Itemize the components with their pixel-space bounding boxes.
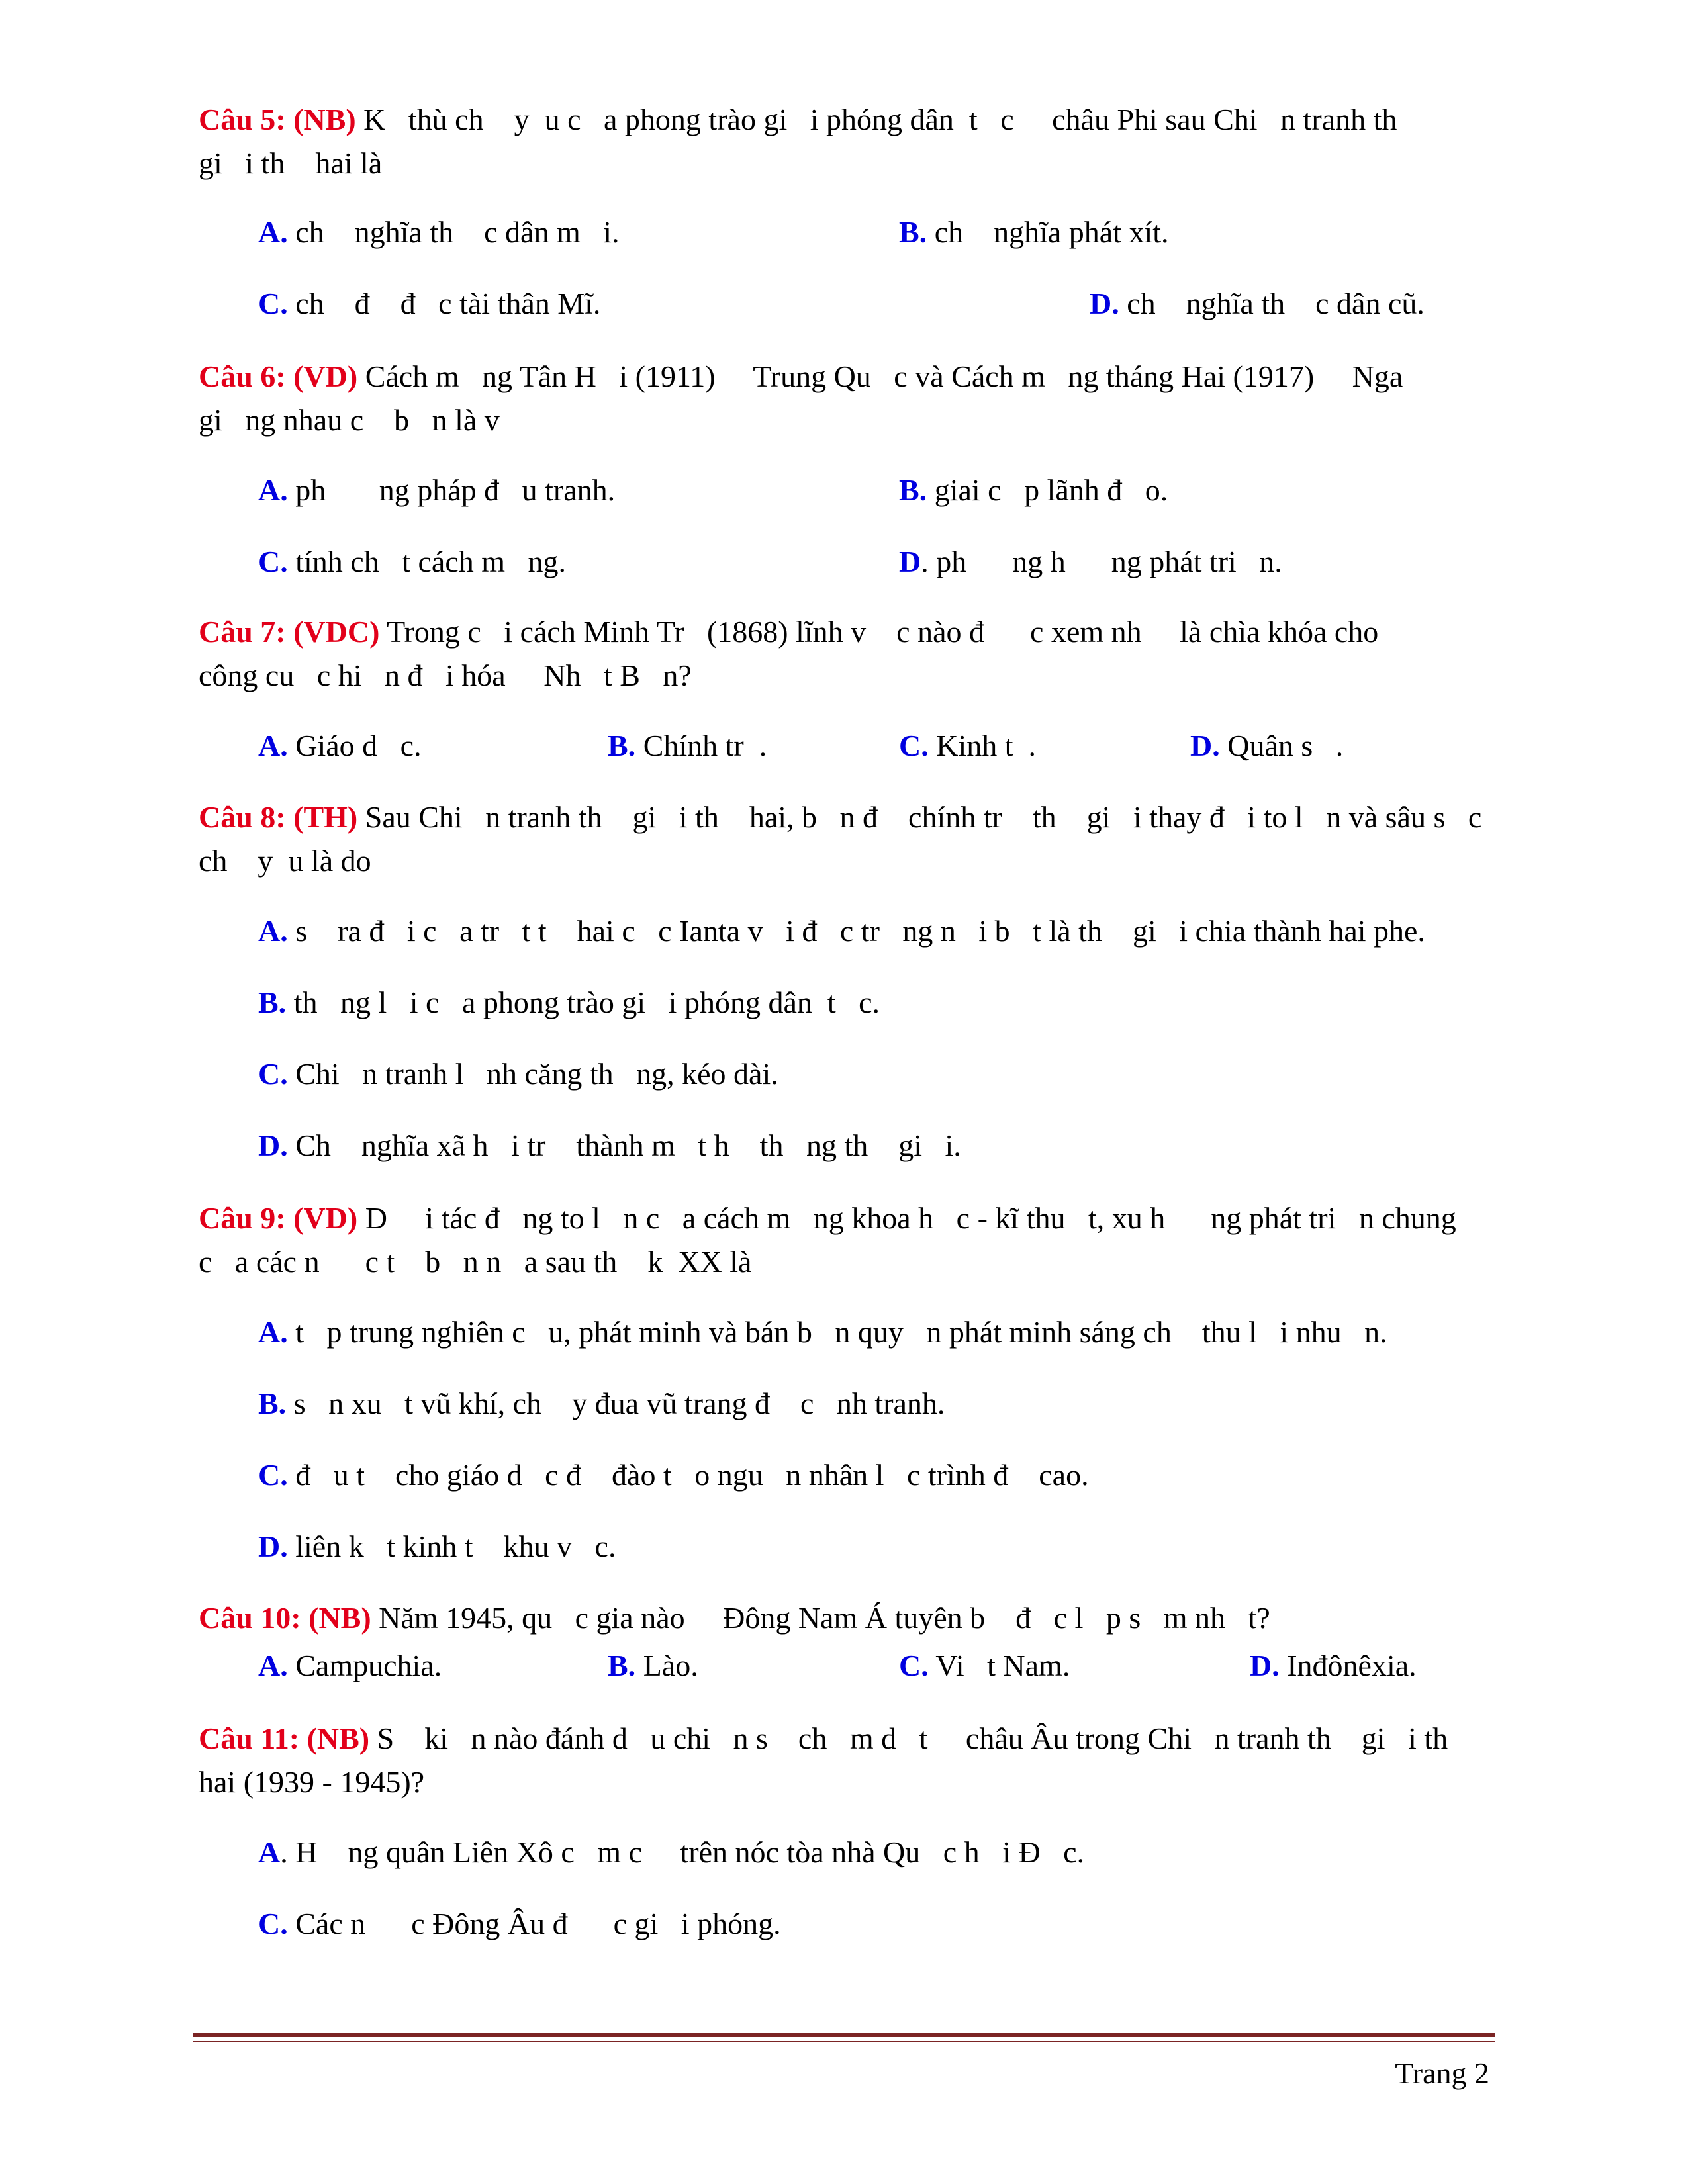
option-label: D. bbox=[258, 1529, 288, 1563]
question-label: Câu 11: (NB) bbox=[199, 1721, 370, 1755]
page-number: Trang 2 bbox=[1395, 2056, 1489, 2090]
option-b bbox=[899, 469, 1168, 512]
option-text: Ch nghĩa xã h i tr thành m t h th ng th gi i. bbox=[287, 1128, 961, 1162]
option-text: đ u t cho giáo d c đ đào t o ngu n nhân l c trình đ cao. bbox=[287, 1458, 1089, 1492]
option-label: B. bbox=[899, 473, 927, 507]
question-text: D i tác đ ng to l n c a cách m ng khoa h c - kĩ thu t, xu h ng phát tri n chung c a các n c t b n n a sau th k XX là bbox=[199, 1201, 1456, 1279]
option-d bbox=[1190, 724, 1343, 768]
option-text: s ra đ i c a tr t t hai c c Ianta v i đ c tr ng n i b t là th gi i chia thành hai phe. bbox=[287, 914, 1425, 948]
question-label: Câu 5: (NB) bbox=[199, 103, 356, 136]
option-text: Inđônêxia. bbox=[1279, 1649, 1417, 1682]
option-a bbox=[258, 1644, 442, 1688]
question-6 bbox=[199, 355, 1496, 442]
option-c bbox=[258, 540, 566, 584]
option-c bbox=[258, 282, 600, 326]
option-label: C. bbox=[258, 1458, 288, 1492]
option-c bbox=[258, 1052, 778, 1096]
option-b bbox=[608, 1644, 698, 1688]
option-d bbox=[1250, 1644, 1417, 1688]
question-text: Năm 1945, qu c gia nào Đông Nam Á tuyên b đ c l p s m nh t? bbox=[371, 1601, 1270, 1635]
option-text: . H ng quân Liên Xô c m c trên nóc tòa nhà Qu c h i Đ c. bbox=[280, 1835, 1085, 1869]
question-text: Cách m ng Tân H i (1911) Trung Qu c và Cách m ng tháng Hai (1917) Nga gi ng nhau c b n là v bbox=[199, 359, 1403, 437]
question-8 bbox=[199, 796, 1496, 883]
option-c bbox=[899, 1644, 1070, 1688]
option-label: B. bbox=[608, 729, 636, 762]
footer-divider-thin bbox=[193, 2041, 1495, 2042]
option-text: Kinh t . bbox=[928, 729, 1037, 762]
option-a bbox=[258, 469, 615, 512]
question-label: Câu 10: (NB) bbox=[199, 1601, 371, 1635]
footer-divider bbox=[193, 2033, 1495, 2037]
question-5 bbox=[199, 98, 1496, 185]
option-label: D bbox=[899, 545, 921, 578]
option-a bbox=[258, 1831, 1084, 1874]
option-text: tính ch t cách m ng. bbox=[287, 545, 567, 578]
option-c bbox=[258, 1902, 781, 1946]
option-a bbox=[258, 724, 422, 768]
question-7 bbox=[199, 610, 1496, 698]
option-label: A. bbox=[258, 729, 288, 762]
option-text: Quân s . bbox=[1219, 729, 1344, 762]
option-label: C. bbox=[258, 1907, 288, 1940]
option-d bbox=[899, 540, 1282, 584]
option-label: C. bbox=[258, 1057, 288, 1091]
option-text: Giáo d c. bbox=[287, 729, 422, 762]
option-text: liên k t kinh t khu v c. bbox=[287, 1529, 616, 1563]
option-text: Chi n tranh l nh căng th ng, kéo dài. bbox=[287, 1057, 778, 1091]
option-label: A. bbox=[258, 1649, 288, 1682]
option-text: Vi t Nam. bbox=[928, 1649, 1070, 1682]
option-label: A. bbox=[258, 1315, 288, 1349]
option-b bbox=[258, 981, 880, 1024]
option-label: A bbox=[258, 1835, 281, 1869]
option-a bbox=[258, 1310, 1387, 1354]
option-b bbox=[258, 1382, 945, 1426]
option-text: Chính tr . bbox=[635, 729, 767, 762]
option-label: B. bbox=[258, 1387, 287, 1420]
option-label: A. bbox=[258, 215, 288, 249]
option-text: Các n c Đông Âu đ c gi i phóng. bbox=[287, 1907, 781, 1940]
question-label: Câu 7: (VDC) bbox=[199, 615, 380, 649]
option-a bbox=[258, 909, 1425, 953]
question-text: Trong c i cách Minh Tr (1868) lĩnh v c nào đ c xem nh là chìa khóa cho công cu c hi n đ i hóa Nh t B n? bbox=[199, 615, 1379, 692]
option-b bbox=[608, 724, 767, 768]
option-text: t p trung nghiên c u, phát minh và bán b n quy n phát minh sáng ch thu l i nhu n. bbox=[287, 1315, 1387, 1349]
option-d bbox=[1090, 282, 1425, 326]
option-label: C. bbox=[899, 1649, 929, 1682]
question-9 bbox=[199, 1197, 1496, 1284]
option-text: ch đ đ c tài thân Mĩ. bbox=[287, 287, 601, 320]
option-label: D. bbox=[1250, 1649, 1280, 1682]
option-c bbox=[899, 724, 1036, 768]
question-text: S ki n nào đánh d u chi n s ch m d t châu Âu trong Chi n tranh th gi i th hai (1939 - 1945)? bbox=[199, 1721, 1448, 1799]
option-label: D. bbox=[1090, 287, 1119, 320]
option-text: th ng l i c a phong trào gi i phóng dân t c. bbox=[286, 985, 880, 1019]
option-text: Lào. bbox=[635, 1649, 698, 1682]
option-label: A. bbox=[258, 473, 288, 507]
option-a bbox=[258, 210, 620, 254]
option-text: Campuchia. bbox=[287, 1649, 442, 1682]
option-text: giai c p lãnh đ o. bbox=[927, 473, 1168, 507]
option-text: ph ng pháp đ u tranh. bbox=[287, 473, 616, 507]
option-label: D. bbox=[258, 1128, 288, 1162]
question-10 bbox=[199, 1596, 1496, 1640]
option-d bbox=[258, 1124, 961, 1167]
question-11 bbox=[199, 1717, 1496, 1804]
question-label: Câu 9: (VD) bbox=[199, 1201, 358, 1235]
option-label: D. bbox=[1190, 729, 1220, 762]
option-c bbox=[258, 1453, 1089, 1497]
option-text: ch nghĩa th c dân m i. bbox=[287, 215, 620, 249]
option-label: C. bbox=[899, 729, 929, 762]
option-d bbox=[258, 1525, 616, 1569]
question-text: K thù ch y u c a phong trào gi i phóng dân t c châu Phi sau Chi n tranh th gi i th hai là bbox=[199, 103, 1397, 180]
option-label: B. bbox=[258, 985, 287, 1019]
option-label: B. bbox=[899, 215, 927, 249]
option-text: ch nghĩa phát xít. bbox=[927, 215, 1169, 249]
question-label: Câu 8: (TH) bbox=[199, 800, 358, 834]
option-label: B. bbox=[608, 1649, 636, 1682]
option-text: . ph ng h ng phát tri n. bbox=[921, 545, 1282, 578]
question-label: Câu 6: (VD) bbox=[199, 359, 358, 393]
option-label: C. bbox=[258, 287, 288, 320]
option-label: C. bbox=[258, 545, 288, 578]
question-text: Sau Chi n tranh th gi i th hai, b n đ chính tr th gi i thay đ i to l n và sâu s c ch y u là do bbox=[199, 800, 1482, 878]
option-text: ch nghĩa th c dân cũ. bbox=[1119, 287, 1425, 320]
option-label: A. bbox=[258, 914, 288, 948]
option-text: s n xu t vũ khí, ch y đua vũ trang đ c nh tranh. bbox=[286, 1387, 945, 1420]
option-b bbox=[899, 210, 1169, 254]
